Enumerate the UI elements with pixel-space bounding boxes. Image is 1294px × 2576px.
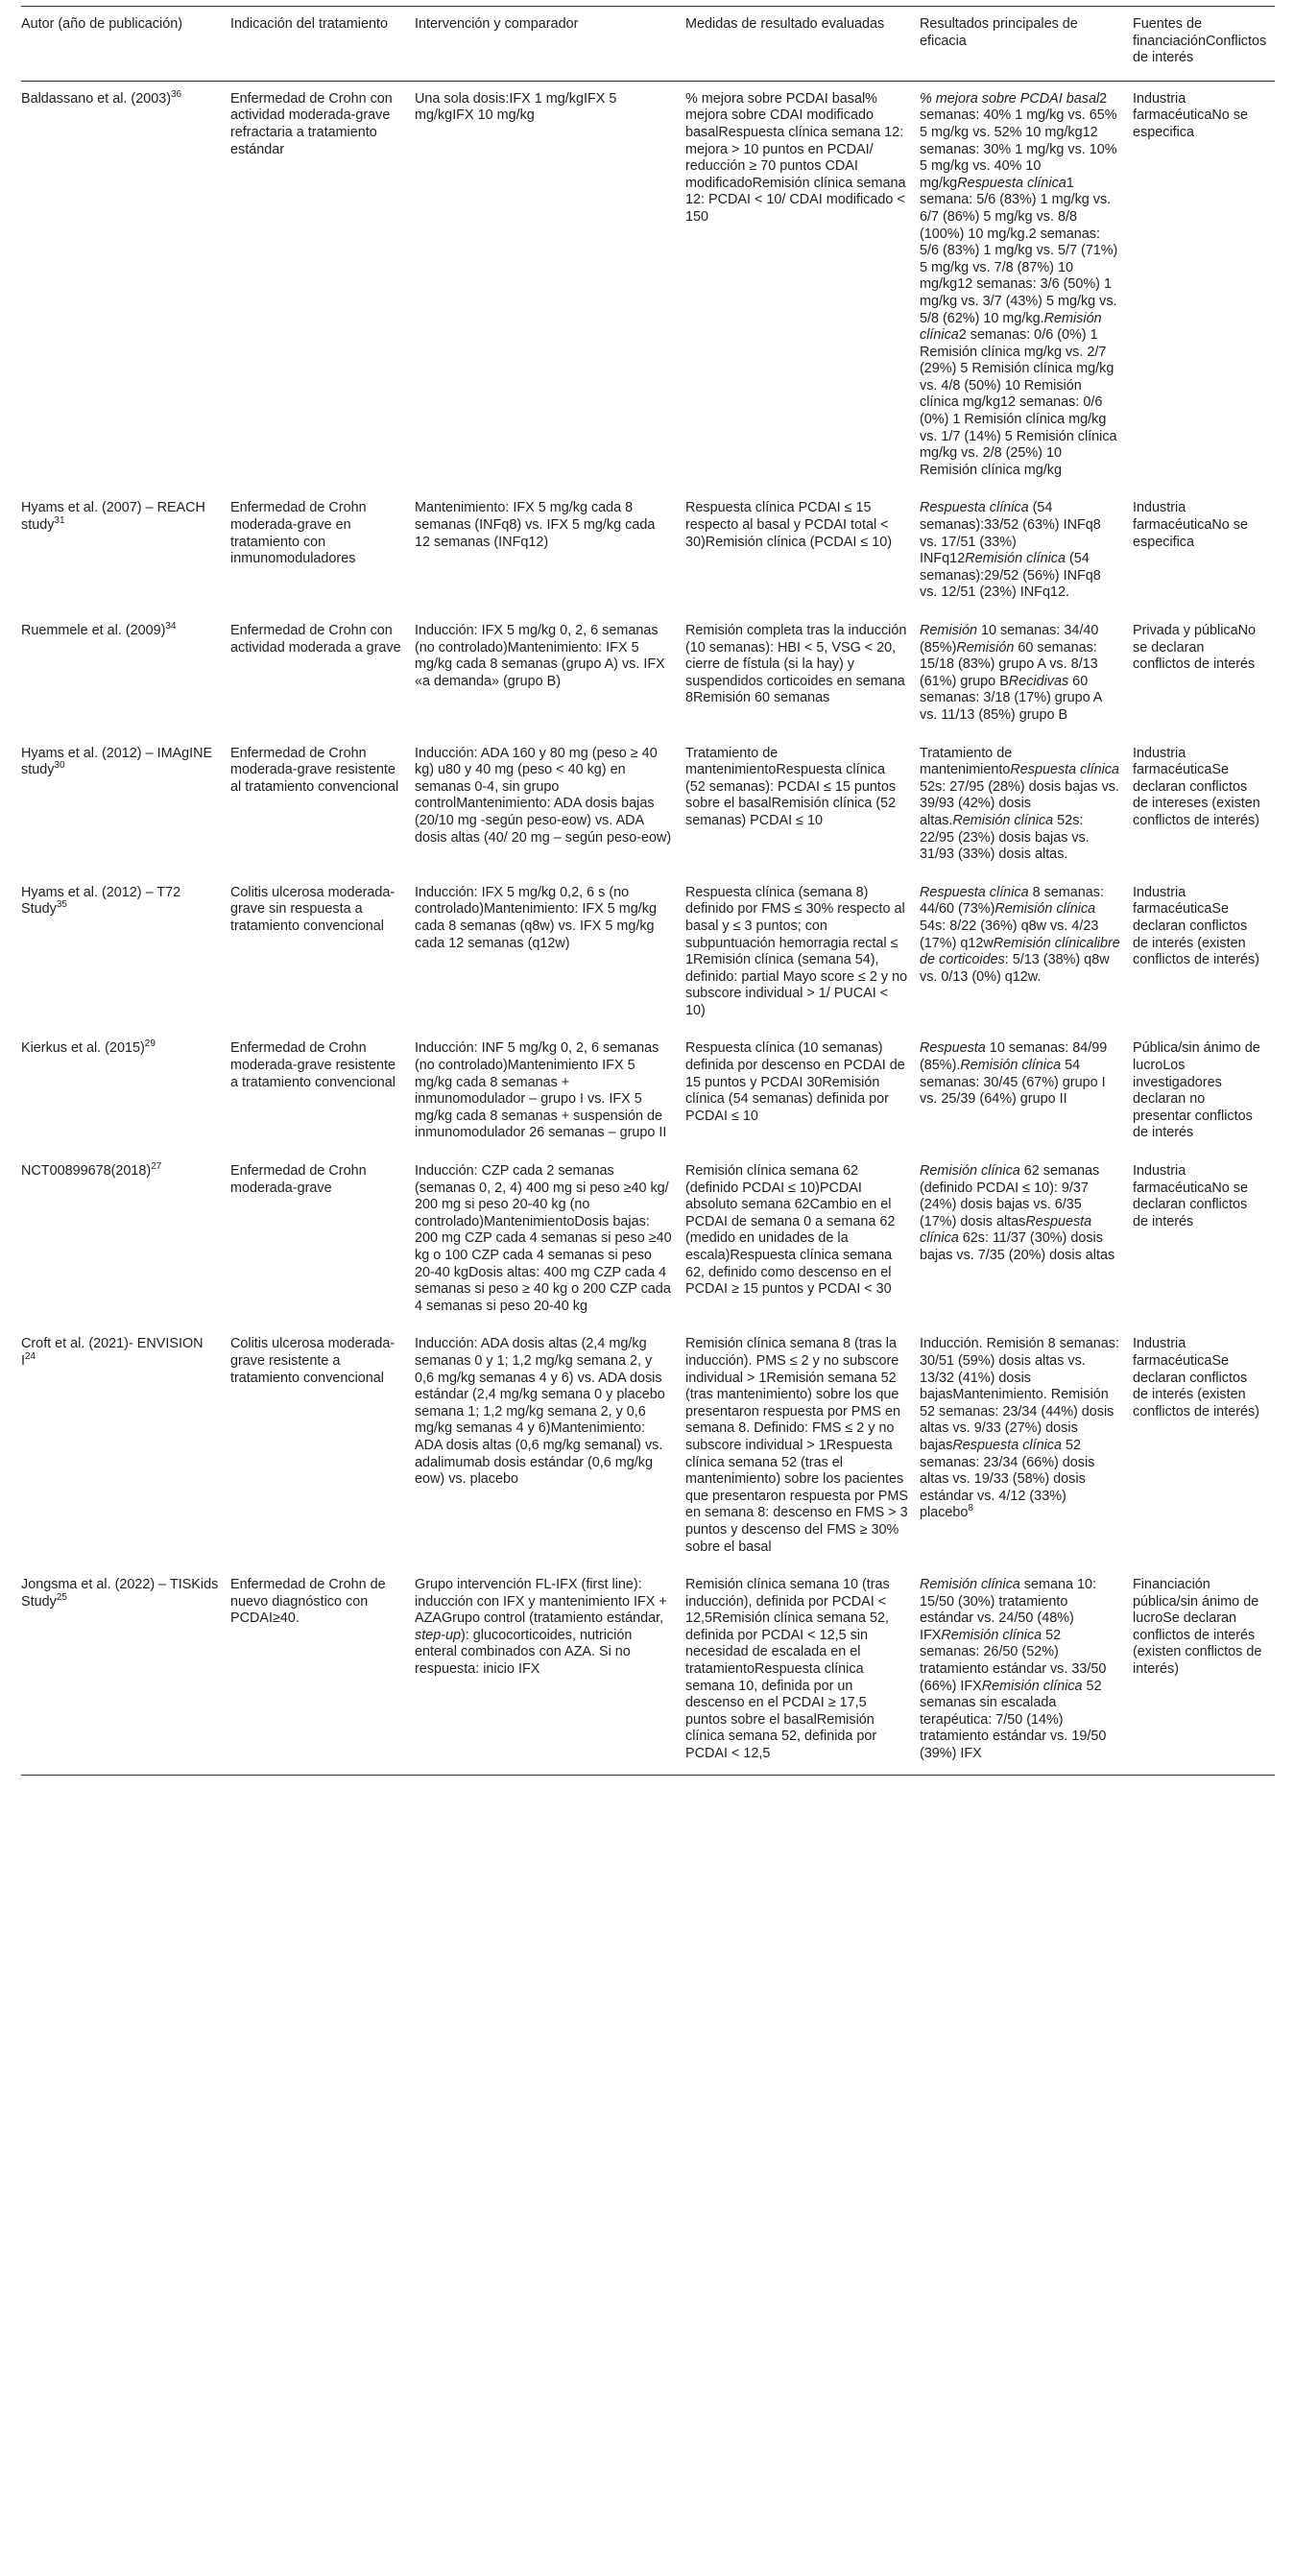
cell-funding: Industria farmacéuticaSe declaran conflictos de intereses (existen conflictos de interés) (1133, 745, 1260, 828)
cell-results (920, 736, 1133, 875)
author-text: Hyams et al. (2007) – REACH study (21, 500, 205, 534)
cell-intervention: Inducción: ADA 160 y 80 mg (peso ≥ 40 kg) u80 y 40 mg (peso < 40 kg) en semanas 0-4, sin grupo controlMantenimiento: ADA dosis bajas (20/10 mg -según peso-eow) vs. ADA dosis altas (40/ 20 mg – según peso-eow) (415, 745, 672, 846)
italic-text-run: step-up (415, 1627, 461, 1643)
cell-results (920, 875, 1133, 1032)
italic-text-run: Respuesta clínica (920, 1213, 1092, 1247)
cell-indication: Enfermedad de Crohn con actividad moderada a grave (230, 623, 401, 656)
cell-funding: Pública/sin ánimo de lucroLos investigadores declaran no presentar conflictos de interés (1133, 1040, 1260, 1141)
text-run: 52 semanas sin escalada terapéutica: 7/50 (14%) tratamiento estándar vs. 19/50 (39%) IFX (920, 1678, 1107, 1762)
cell-author (21, 1567, 230, 1775)
italic-text-run: Remisión clínica (994, 901, 1096, 918)
italic-text-run: Respuesta (920, 1040, 986, 1057)
cell-measures: Remisión clínica semana 8 (tras la inducción). PMS ≤ 2 y no subscore individual > 1Remisión semana 52 (tras mantenimiento) sobre los que presentaron respuesta por PMS en semana 8. Definido: FMS ≤ 2 y no subscore individual > 1Respuesta clínica semana 52 (tras el mantenimiento) sobre los pacientes que presentaron respuesta por PMS en semana 8: descenso en FMS > 3 puntos y descenso del FMS ≥ 30% sobre el basal (685, 1336, 908, 1555)
cell-funding: Industria farmacéuticaSe declaran conflictos de interés (existen conflictos de interés) (1133, 884, 1259, 968)
cell-author (21, 81, 230, 490)
text-run: Grupo intervención FL-IFX (first line): inducción con IFX y mantenimiento IFX + AZAGrupo control (tratamiento estándar, (415, 1577, 667, 1627)
italic-text-run: Respuesta clínica (920, 500, 1029, 516)
col-header-measures: Medidas de resultado evaluadas (685, 7, 920, 82)
italic-text-run: Remisión clínica (920, 1163, 1020, 1180)
italic-text-run: Remisión clínica (965, 551, 1066, 567)
italic-text-run: Remisión clínica (952, 812, 1054, 828)
italic-text-run: Remisión clínica (981, 1678, 1083, 1694)
italic-text-run: Respuesta clínica (952, 1437, 1062, 1453)
reference-number: 24 (25, 1351, 36, 1363)
cell-results (920, 1154, 1133, 1326)
text-run: 52s: 22/95 (23%) dosis bajas vs. 31/93 (33%) dosis altas. (920, 812, 1090, 863)
author-text: Ruemmele et al. (2009) (21, 623, 166, 638)
text-run: ): glucocorticoides, nutrición enteral combinados con AZA. Si no respuesta: inicio IFX (415, 1627, 633, 1678)
cell-intervention: Inducción: IFX 5 mg/kg 0, 2, 6 semanas (no controlado)Mantenimiento: IFX 5 mg/kg cada 8 semanas (grupo A) vs. IFX «a demanda» (grupo B) (415, 623, 665, 689)
text-run: : 5/13 (38%) q8w vs. 0/13 (0%) q12w. (920, 952, 1110, 985)
cell-indication: Enfermedad de Crohn de nuevo diagnóstico con PCDAI≥40. (230, 1567, 415, 1775)
cell-author (21, 1326, 230, 1567)
table-row (21, 1326, 1275, 1567)
col-header-results: Resultados principales de eficacia (920, 7, 1133, 82)
italic-text-run: Respuesta clínica (920, 884, 1029, 900)
col-header-intervention: Intervención y comparador (415, 7, 685, 82)
cell-measures: Remisión clínica semana 62 (definido PCDAI ≤ 10)PCDAI absoluto semana 62Cambio en el PCDAI de semana 0 a semana 62 (medido en unidades de la escala)Respuesta clínica semana 62, definido como descenso en el PCDAI ≥ 15 puntos y PCDAI < 30 (685, 1163, 896, 1298)
cell-results (920, 490, 1133, 613)
cell-funding: Industria farmacéuticaNo se especifica (1133, 90, 1248, 140)
reference-number: 31 (54, 515, 65, 527)
header-row (21, 7, 1275, 82)
cell-results (920, 81, 1133, 490)
cell-measures: Respuesta clínica PCDAI ≤ 15 respecto al basal y PCDAI total < 30)Remisión clínica (PCDAI ≤ 10) (685, 500, 893, 550)
author-text: Croft et al. (2021)- ENVISION I (21, 1336, 204, 1369)
cell-indication: Enfermedad de Crohn moderada-grave resistente a tratamiento convencional (230, 1040, 395, 1090)
col-header-author: Autor (año de publicación) (21, 7, 230, 82)
italic-text-run: Respuesta clínica (957, 175, 1066, 191)
cell-indication: Colitis ulcerosa moderada-grave resistente a tratamiento convencional (230, 1336, 395, 1386)
table-row (21, 875, 1275, 1032)
author-text: Kierkus et al. (2015) (21, 1040, 145, 1057)
reference-number: 25 (56, 1591, 67, 1603)
italic-text-run: % mejora sobre PCDAI basal (920, 90, 1100, 107)
italic-text-run: Remisión clínicalibre de corticoides (920, 935, 1120, 968)
cell-intervention: Mantenimiento: IFX 5 mg/kg cada 8 semanas (INFq8) vs. IFX 5 mg/kg cada 12 semanas (INFq12) (415, 500, 656, 550)
text-run: 54s: 8/22 (36%) q8w vs. 4/23 (17%) q12w (920, 918, 1099, 951)
text-run: 1 semana: 5/6 (83%) 1 mg/kg vs. 6/7 (86%) 5 mg/kg vs. 8/8 (100%) 10 mg/kg.2 semanas: 5/6 (83%) 1 mg/kg vs. 5/7 (71%) 5 mg/kg vs. 7/8 (87%) 10 mg/kg12 semanas: 3/6 (50%) 1 mg/kg vs. 3/7 (43%) 5 mg/kg vs. 5/8 (62%) 10 mg/kg. (920, 175, 1118, 326)
text-run: 10 semanas: 34/40 (85%) (920, 623, 1099, 656)
col-header-funding: Fuentes de financiaciónConflictos de interés (1133, 7, 1275, 82)
text-run: 2 semanas: 40% 1 mg/kg vs. 65% 5 mg/kg vs. 52% 10 mg/kg12 semanas: 30% 1 mg/kg vs. 10% 5 mg/kg vs. 40% 10 mg/kg (920, 90, 1117, 191)
text-run: 62s: 11/37 (30%) dosis bajas vs. 7/35 (20%) dosis altas (920, 1230, 1115, 1263)
cell-intervention: Inducción: ADA dosis altas (2,4 mg/kg semanas 0 y 1; 1,2 mg/kg semana 2, y 0,6 mg/kg semanas 4 y 6) vs. ADA dosis estándar (2,4 mg/kg semana 0 y placebo semana 1; 1,2 mg/kg semana 2, y 0,6 mg/kg semanas 4 y 6)Mantenimiento: ADA dosis altas (0,6 mg/kg semanal) vs. adalimumab dosis estándar (0,6 mg/kg eow) vs. placebo (415, 1336, 665, 1488)
cell-intervention: Inducción: IFX 5 mg/kg 0,2, 6 s (no controlado)Mantenimiento: IFX 5 mg/kg cada 8 semanas (q8w) vs. IFX 5 mg/kg cada 12 semanas (q12w) (415, 884, 657, 951)
evidence-table (21, 6, 1275, 1776)
text-run: 62 semanas (definido PCDAI ≤ 10): 9/37 (24%) dosis bajas vs. 6/35 (17%) dosis altas (920, 1163, 1100, 1229)
author-text: Baldassano et al. (2003) (21, 90, 171, 107)
text-run: 60 semanas: 15/18 (83%) grupo A vs. 8/13 (61%) grupo B (920, 639, 1098, 689)
cell-author (21, 1154, 230, 1326)
reference-number: 35 (56, 899, 67, 911)
reference-number: 27 (151, 1161, 162, 1173)
cell-funding: Industria farmacéuticaNo se especifica (1133, 500, 1248, 550)
author-text: Jongsma et al. (2022) – TISKids Study (21, 1577, 219, 1610)
reference-number: 30 (54, 760, 65, 772)
table-row (21, 736, 1275, 875)
cell-measures: Tratamiento de mantenimientoRespuesta clínica (52 semanas): PCDAI ≤ 15 puntos sobre el basalRemisión clínica (52 semanas) PCDAI ≤ 10 (685, 745, 897, 828)
author-text: Hyams et al. (2012) – IMAgINE study (21, 745, 213, 778)
cell-author (21, 1031, 230, 1154)
text-run: (54 semanas):29/52 (56%) INFq8 vs. 12/51 (23%) INFq12. (920, 551, 1101, 601)
cell-measures: Remisión completa tras la inducción (10 semanas): HBI < 5, VSG < 20, cierre de fístula (si la hay) y suspendidos corticoides en semana 8Remisión 60 semanas (685, 623, 907, 706)
cell-author (21, 613, 230, 736)
cell-indication: Enfermedad de Crohn moderada-grave en tratamiento con inmunomoduladores (230, 500, 367, 567)
text-run: 2 semanas: 0/6 (0%) 1 Remisión clínica mg/kg vs. 2/7 (29%) 5 Remisión clínica mg/kg vs. 4/8 (50%) 10 Remisión clínica mg/kg12 semanas: 0/6 (0%) 1 Remisión clínica mg/kg vs. 1/7 (14%) 5 Remisión clínica mg/kg vs. 2/8 (25%) 10 Remisión clínica mg/kg (920, 327, 1117, 478)
italic-text-run: Recidivas (1008, 673, 1069, 689)
reference-number: 36 (171, 88, 182, 100)
cell-intervention: Inducción: CZP cada 2 semanas (semanas 0, 2, 4) 400 mg si peso ≥40 kg/ 200 mg si peso 20-40 kg (no controlado)MantenimientoDosis bajas: 200 mg CZP cada 4 semanas si peso ≥40 kg o 100 CZP cada 4 semanas si peso 20-40 kgDosis altas: 400 mg CZP cada 4 semanas si peso ≥ 40 kg o 200 CZP cada 4 semanas si peso 20-40 kg (415, 1163, 672, 1314)
cell-intervention (415, 1567, 685, 1775)
cell-measures: Remisión clínica semana 10 (tras inducción), definida por PCDAI < 12,5Remisión clínica semana 52, definida por PCDAI < 12,5 sin necesidad de escalada en el tratamientoRespuesta clínica semana 10, definida por un descenso en el PCDAI ≥ 17,5 puntos sobre el basalRemisión clínica semana 52, definida por PCDAI < 12,5 (685, 1567, 920, 1775)
cell-author (21, 490, 230, 613)
text-run: semana 10: 15/50 (30%) tratamiento estándar vs. 24/50 (48%) IFX (920, 1577, 1096, 1643)
cell-results (920, 613, 1133, 736)
text-run: 54 semanas: 30/45 (67%) grupo I vs. 25/39 (64%) grupo II (920, 1058, 1106, 1108)
reference-number: 29 (144, 1038, 156, 1050)
table-row (21, 1031, 1275, 1154)
table-row (21, 1154, 1275, 1326)
table-row (21, 1567, 1275, 1775)
cell-author (21, 875, 230, 1032)
cell-measures: Respuesta clínica (semana 8) definido por FMS ≤ 30% respecto al basal y ≤ 3 puntos; con subpuntuación hemorragia rectal ≤ 1Remisión clínica (semana 54), definido: partial Mayo score ≤ 2 y no subscore individual > 1/ PUCAI < 10) (685, 884, 908, 1018)
cell-results (920, 1031, 1133, 1154)
table-row (21, 613, 1275, 736)
text-run: 52 semanas: 23/34 (66%) dosis altas vs. 19/33 (58%) dosis estándar vs. 4/12 (33%) placebo (920, 1437, 1095, 1521)
cell-intervention: Inducción: INF 5 mg/kg 0, 2, 6 semanas (no controlado)Mantenimiento IFX 5 mg/kg cada 8 semanas + inmunomodulador – grupo I vs. IFX 5 mg/kg cada 8 semanas + suspensión de inmunomodulador 26 semanas – grupo II (415, 1040, 667, 1141)
reference-number: 34 (165, 621, 177, 632)
text-run: 8 semanas: 44/60 (73%) (920, 884, 1104, 918)
col-header-indication: Indicación del tratamiento (230, 7, 415, 82)
cell-funding: Industria farmacéuticaNo se declaran conflictos de interés (1133, 1163, 1248, 1229)
evidence-table-container (21, 6, 1275, 1776)
author-text: Hyams et al. (2012) – T72 Study (21, 884, 181, 918)
italic-text-run: Remisión clínica (920, 310, 1102, 344)
text-run: Tratamiento de mantenimiento (920, 745, 1013, 778)
table-body (21, 81, 1275, 1775)
cell-author (21, 736, 230, 875)
cell-funding: Industria farmacéuticaSe declaran conflictos de interés (existen conflictos de interés) (1133, 1336, 1259, 1419)
cell-funding: Financiación pública/sin ánimo de lucroSe declaran conflictos de interés (existen conflictos de interés) (1133, 1567, 1275, 1775)
author-text: NCT00899678(2018) (21, 1163, 152, 1180)
cell-indication: Enfermedad de Crohn con actividad moderada-grave refractaria a tratamiento estándar (230, 90, 393, 157)
text-run: Inducción. Remisión 8 semanas: 30/51 (59%) dosis altas vs. 13/32 (41%) dosis bajasMantenimiento. Remisión 52 semanas: 23/34 (44%) dosis altas vs. 9/33 (27%) dosis bajas (920, 1336, 1119, 1453)
cell-indication: Colitis ulcerosa moderada-grave sin respuesta a tratamiento convencional (230, 884, 395, 934)
italic-text-run: Respuesta clínica (1010, 762, 1119, 778)
italic-text-run: Remisión clínica (960, 1058, 1062, 1074)
italic-text-run: Remisión (920, 623, 977, 638)
cell-results (920, 1326, 1133, 1567)
italic-text-run: Remisión clínica (941, 1627, 1042, 1643)
text-run: 52s: 27/95 (28%) dosis bajas vs. 39/93 (42%) dosis altas. (920, 778, 1119, 828)
text-run: 60 semanas: 3/18 (17%) grupo A vs. 11/13 (85%) grupo B (920, 673, 1102, 723)
italic-text-run: Remisión clínica (920, 1577, 1020, 1593)
table-row (21, 81, 1275, 490)
cell-indication: Enfermedad de Crohn moderada-grave resistente al tratamiento convencional (230, 745, 399, 795)
cell-funding: Privada y públicaNo se declaran conflictos de interés (1133, 623, 1256, 673)
reference-number: 8 (968, 1503, 973, 1515)
cell-indication: Enfermedad de Crohn moderada-grave (230, 1163, 367, 1196)
text-run: 10 semanas: 84/99 (85%). (920, 1040, 1108, 1074)
text-run: (54 semanas):33/52 (63%) INFq8 vs. 17/51 (33%) INFq12 (920, 500, 1101, 567)
cell-measures: % mejora sobre PCDAI basal% mejora sobre CDAI modificado basalRespuesta clínica semana 12: mejora > 10 puntos en PCDAI/ reducción ≥ 70 puntos CDAI modificadoRemisión clínica semana 12: PCDAI < 10/ CDAI modificado < 150 (685, 90, 906, 225)
cell-intervention: Una sola dosis:IFX 1 mg/kgIFX 5 mg/kgIFX 10 mg/kg (415, 90, 617, 124)
cell-results (920, 1567, 1133, 1775)
italic-text-run: Remisión (956, 639, 1015, 656)
cell-measures: Respuesta clínica (10 semanas) definida por descenso en PCDAI de 15 puntos y PCDAI 30Remisión clínica (54 semanas) definida por PCDAI ≤ 10 (685, 1040, 905, 1124)
table-row (21, 490, 1275, 613)
text-run: 52 semanas: 26/50 (52%) tratamiento estándar vs. 33/50 (66%) IFX (920, 1627, 1107, 1694)
